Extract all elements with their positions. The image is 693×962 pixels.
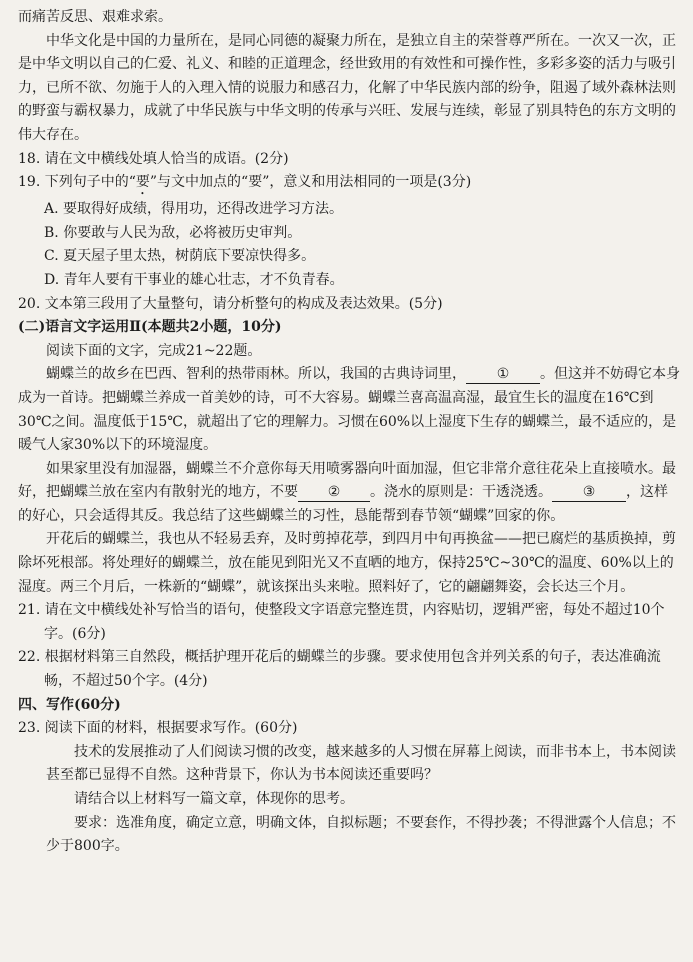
orchid-p1-text-a: 蝴蝶兰的故乡在巴西、智利的热带雨林。所以，我国的古典诗词里，	[46, 366, 466, 383]
writing-material: 技术的发展推动了人们阅读习惯的改变，越来越多的人习惯在屏幕上阅读，而非书本上，书本阅读甚至都已显得不自然。这种背景下，你认为书本阅读还重要吗？	[46, 743, 676, 784]
orchid-p2-text-a: 如果家里没有加湿器，蝴蝶兰不介意你每天用喷雾器向叶面加湿，但它非常介意往花朵上直接喷水。最好，把蝴蝶兰放在室内有散射光的地方，不要	[18, 460, 676, 501]
question-19-stem	[18, 171, 680, 198]
passage-paragraph-text-end: 发展与连续，彰显了别具特色的东方文明的伟大存在。	[18, 103, 676, 143]
question-21: 21. 请在文中横线处补写恰当的语句，使整段文字语意完整连贯，内容贴切，逻辑严密，每处不超过10个字。(6分)	[18, 602, 665, 642]
blank-1[interactable]: ①	[466, 365, 540, 384]
passage-paragraph	[18, 30, 680, 148]
q19-option-c: C. 夏天屋子里太热，树荫底下要凉快得多。	[44, 248, 316, 265]
passage-end-line: 而痛苦反思、艰难求索。	[18, 9, 172, 25]
orchid-p2-text-b: 。浇水的原则是：干透浇透。	[370, 484, 552, 501]
exam-page	[18, 6, 680, 859]
writing-instruction: 请结合以上材料写一篇文章，体现你的思考。	[74, 791, 354, 807]
passage-paragraph-text: 中华文化是中国的力量所在，是同心同德的凝聚力所在，是独立自主的荣誉尊严所在。一次又一次，正是中华文明以自己的仁爱、礼义、和睦的正道理念，经世致用的有效性和可操作性，多彩多姿的活力与吸引力，已所不欲、勿施于人的入理入情的说服力和感召力，化解了中华民族内部的纷争，阻遏了域外森林法则的野蛮与霸权暴力，成就了中华民族与中华文明的传承与兴旺、	[18, 32, 676, 120]
orchid-paragraph-2	[18, 458, 680, 529]
q19-key-word: 要	[135, 174, 150, 191]
question-20: 20. 文本第三段用了大量整句，请分析整句的构成及表达效果。(5分)	[18, 295, 443, 312]
q19-option-a: A. 要取得好成绩，得用功，还得改进学习方法。	[44, 201, 344, 218]
orchid-p2-text-c: ，这样的好心，只会适得其反。我总结了这些蝴蝶兰的习性，恳能帮到春节领“蝴蝶”回家的你。	[18, 484, 668, 524]
q19-option-d: D. 青年人要有干事业的雄心壮志，才不负青春。	[44, 271, 344, 288]
writing-requirements: 要求：选准角度，确定立意，明确文体，自拟标题；不要套作，不得抄袭；不得泄露个人信息；不少于800字。	[46, 814, 676, 855]
orchid-paragraph-1	[18, 363, 680, 457]
orchid-p1-text-b: 。但这并不妨碍它本身成为一首诗。把蝴蝶兰养成一首美妙的诗，可不大容易。蝴蝶兰喜高温高湿，最宜生长的温度在16℃到30℃之间。温度低于15℃，就超出了它的理解力。习惯在60%以上湿度下生存的蝴蝶兰，最不适应的，是暖气人家30%以下的环境湿度。	[18, 366, 680, 454]
q19-stem-before: 19. 下列句子中的“	[18, 174, 136, 191]
blank-2[interactable]: ②	[298, 483, 370, 502]
q19-option-b: B. 你要敢与人民为敌，必将被历史审判。	[44, 224, 302, 241]
q19-stem-after: ”与文中加点的“要”，意义和用法相同的一项是(3分)	[149, 174, 472, 191]
question-18: 18. 请在文中横线处填人恰当的成语。(2分)	[18, 150, 289, 167]
section-4-title: 四、写作(60分)	[18, 696, 121, 713]
question-22: 22. 根据材料第三自然段，概括护理开花后的蝴蝶兰的步骤。要求使用包含并列关系的句子，表达准确流畅，不超过50个字。(4分)	[18, 649, 661, 690]
blank-3[interactable]: ③	[552, 483, 626, 502]
writing-material-block	[18, 741, 680, 859]
section-2-intro: 阅读下面的文字，完成21~22题。	[46, 342, 262, 359]
question-23-stem: 23. 阅读下面的材料，根据要求写作。(60分)	[18, 720, 298, 737]
orchid-paragraph-3: 开花后的蝴蝶兰，我也从不轻易丢弃，及时剪掉花葶，到四月中旬再换盆——把已腐烂的基质换掉，剪除坏死根部。将处理好的蝴蝶兰，放在能见到阳光又不直晒的地方，保持25℃~30℃的温度、60%以上的湿度。两三个月后，一株新的“蝴蝶”，就该探出头来啦。照料好了，它的翩翩舞姿，会长达三个月。	[18, 531, 676, 595]
section-2-title: (二)语言文字运用Ⅱ(本题共2小题，10分)	[18, 319, 282, 336]
